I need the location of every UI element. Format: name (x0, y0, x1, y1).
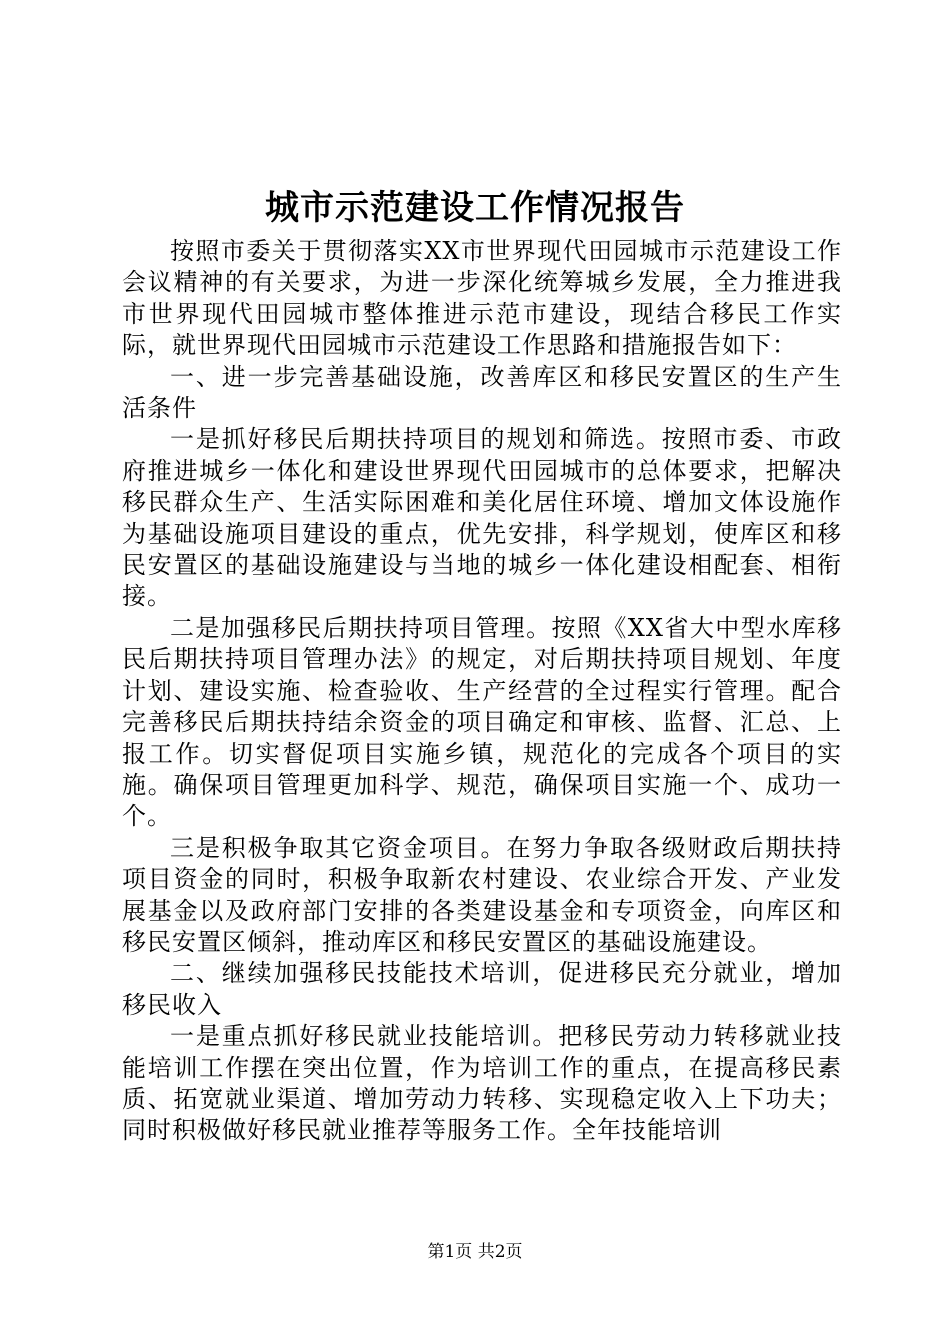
paragraph-1-1: 一是抓好移民后期扶持项目的规划和筛选。按照市委、市政府推进城乡一体化和建设世界现代田园城市的总体要求，把解决移民群众生产、生活实际困难和美化居住环境、增加文体设施作为基础设施项目建设的重点，优先安排，科学规划，使库区和移民安置区的基础设施建设与当地的城乡一体化建设相配套、相衔接。 (122, 425, 842, 611)
heading-section-2: 二、继续加强移民技能技术培训，促进移民充分就业，增加移民收入 (122, 959, 842, 1019)
page-footer (0, 1240, 950, 1264)
document-body (122, 236, 842, 1147)
paragraph-intro: 按照市委关于贯彻落实XX市世界现代田园城市示范建设工作会议精神的有关要求，为进一步深化统筹城乡发展，全力推进我市世界现代田园城市整体推进示范市建设，现结合移民工作实际，就世界现代田园城市示范建设工作思路和措施报告如下： (122, 237, 842, 360)
heading-section-1: 一、进一步完善基础设施，改善库区和移民安置区的生产生活条件 (122, 362, 842, 423)
paragraph-1-2: 二是加强移民后期扶持项目管理。按照《XX省大中型水库移民后期扶持项目管理办法》的规定，对后期扶持项目规划、年度计划、建设实施、检查验收、生产经营的全过程实行管理。配合完善移民后期扶持结余资金的项目确定和审核、监督、汇总、上报工作。切实督促项目实施乡镇，规范化的完成各个项目的实施。确保项目管理更加科学、规范，确保项目实施一个、成功一个。 (122, 613, 842, 831)
document-title: 城市示范建设工作情况报告 (265, 188, 685, 228)
paragraph-1-3: 三是积极争取其它资金项目。在努力争取各级财政后期扶持项目资金的同时，积极争取新农村建设、农业综合开发、产业发展基金以及政府部门安排的各类建设基金和专项资金，向库区和移民安置区倾斜，推动库区和移民安置区的基础设施建设。 (122, 833, 842, 956)
page-number: 第1页 (427, 1242, 473, 1262)
paragraph-2-1: 一是重点抓好移民就业技能培训。把移民劳动力转移就业技能培训工作摆在突出位置，作为培训工作的重点，在提高移民素质、拓宽就业渠道、增加劳动力转移、实现稳定收入上下功夫；同时积极做好移民就业推荐等服务工作。全年技能培训 (122, 1022, 842, 1145)
page-total: 共2页 (477, 1242, 523, 1262)
